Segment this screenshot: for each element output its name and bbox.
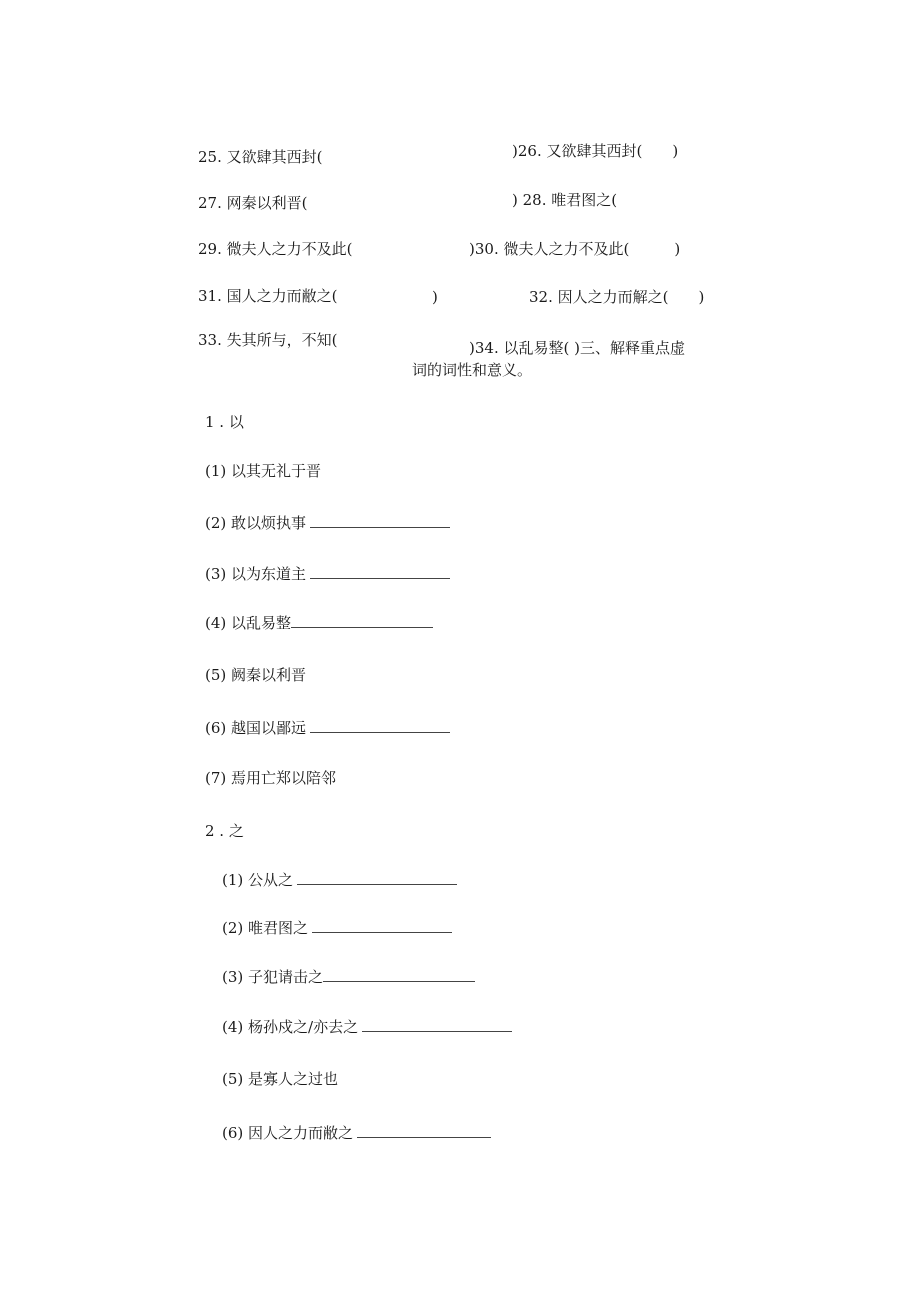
item-27: 27. 网秦以利晋( <box>198 194 308 212</box>
answer-blank[interactable] <box>297 870 457 885</box>
answer-blank[interactable] <box>310 564 450 579</box>
part2-item <box>222 1123 491 1143</box>
part2-item <box>222 870 457 890</box>
item-33: 33. 失其所与，不知( <box>198 331 338 349</box>
part2-item <box>222 1017 512 1037</box>
part1-item-text: (7) 焉用亡郑以陪邻 <box>205 769 337 787</box>
part1-item-text: (4) 以乱易整 <box>205 614 292 632</box>
part1-item <box>205 768 336 788</box>
part2-item-text: (1) 公从之 <box>222 871 294 889</box>
part1-item-text: (6) 越国以鄙远 <box>205 719 307 737</box>
part1-item <box>205 461 321 481</box>
part1-item <box>205 718 450 738</box>
answer-blank[interactable] <box>323 967 475 982</box>
part2-item-text: (2) 唯君图之 <box>222 919 309 937</box>
item-32: 32. 因人之力而解之( ) <box>529 288 705 306</box>
item-29: 29. 微夫人之力不及此( <box>198 240 353 258</box>
part1-item <box>205 613 433 633</box>
item-28: ) 28. 唯君图之( <box>512 191 618 209</box>
answer-blank[interactable] <box>310 513 450 528</box>
part2-item-text: (4) 杨孙戍之/亦去之 <box>222 1018 359 1036</box>
part1-item-text: (2) 敢以烦执事 <box>205 514 307 532</box>
part1-item <box>205 513 450 533</box>
item-31-close: ) <box>432 288 438 306</box>
part1-item <box>205 665 306 685</box>
part2-item-text: (3) 子犯请击之 <box>222 968 324 986</box>
answer-blank[interactable] <box>362 1017 512 1032</box>
part2-item-text: (6) 因人之力而敝之 <box>222 1124 354 1142</box>
part2-item <box>222 1069 338 1089</box>
item-34: )34. 以乱易整( )三、解释重点虚 <box>469 339 685 357</box>
answer-blank[interactable] <box>291 613 433 628</box>
item-34-continued: 词的词性和意义。 <box>412 361 533 379</box>
item-30: )30. 微夫人之力不及此( ) <box>469 240 681 258</box>
part1-item-text: (5) 阙秦以利晋 <box>205 666 307 684</box>
item-26: )26. 又欲肆其西封( ) <box>512 142 679 160</box>
part2-item <box>222 918 452 938</box>
part2-heading: 2 . 之 <box>205 822 244 840</box>
part2-item-text: (5) 是寡人之过也 <box>222 1070 339 1088</box>
answer-blank[interactable] <box>357 1123 491 1138</box>
item-31: 31. 国人之力而敝之( <box>198 287 338 305</box>
part1-item <box>205 564 450 584</box>
item-25: 25. 又欲肆其西封( <box>198 148 323 166</box>
part1-item-text: (1) 以其无礼于晋 <box>205 462 322 480</box>
part1-item-text: (3) 以为东道主 <box>205 565 307 583</box>
answer-blank[interactable] <box>312 918 452 933</box>
part1-heading: 1 . 以 <box>205 413 244 431</box>
part2-item <box>222 967 475 987</box>
answer-blank[interactable] <box>310 718 450 733</box>
